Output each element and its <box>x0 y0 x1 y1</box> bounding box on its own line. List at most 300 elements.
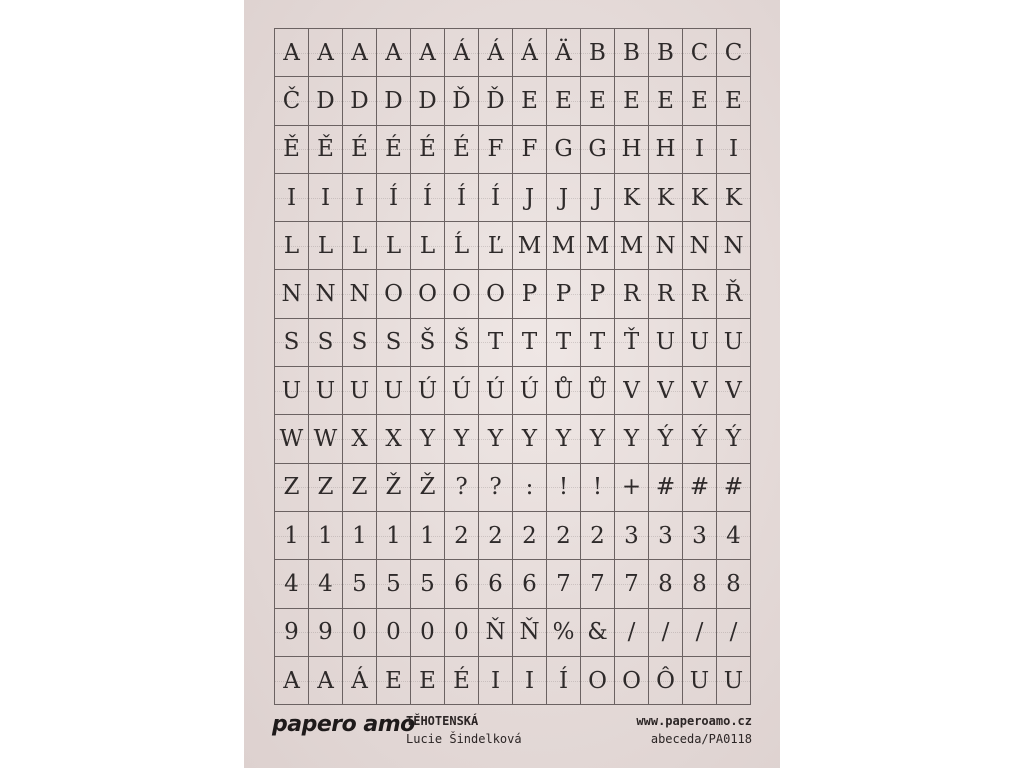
letter-cell <box>411 560 445 608</box>
letter-glyph: 7 <box>590 570 605 597</box>
letter-cell <box>615 222 649 270</box>
letter-cell <box>411 126 445 174</box>
letter-cell <box>377 609 411 657</box>
letter-glyph: D <box>418 87 437 114</box>
letter-cell <box>615 270 649 318</box>
letter-glyph: Ý <box>725 426 742 453</box>
website-url: www.paperoamo.cz <box>636 714 752 728</box>
letter-glyph: É <box>453 667 470 694</box>
letter-glyph: ! <box>592 474 603 501</box>
letter-cell <box>445 174 479 222</box>
letter-glyph: E <box>555 87 572 114</box>
letter-glyph: B <box>657 39 674 66</box>
letter-cell <box>343 464 377 512</box>
letter-glyph: I <box>320 184 331 211</box>
letter-glyph: O <box>622 667 641 694</box>
letter-glyph: Ĺ <box>453 232 470 259</box>
letter-cell <box>411 464 445 512</box>
letter-glyph: Ô <box>656 667 675 694</box>
letter-glyph: 9 <box>284 619 299 646</box>
letter-cell <box>309 657 343 705</box>
letter-cell <box>343 415 377 463</box>
letter-glyph: É <box>351 136 368 163</box>
letter-glyph: V <box>691 377 708 404</box>
letter-glyph: 8 <box>726 570 741 597</box>
letter-cell <box>547 367 581 415</box>
letter-glyph: B <box>589 39 606 66</box>
letter-glyph: W <box>279 426 304 453</box>
letter-glyph: ? <box>489 474 502 501</box>
letter-glyph: U <box>723 667 744 694</box>
letter-glyph: G <box>588 136 607 163</box>
letter-glyph: # <box>689 474 710 501</box>
letter-cell <box>343 367 377 415</box>
letter-cell <box>377 464 411 512</box>
letter-glyph: P <box>521 281 538 308</box>
letter-cell <box>445 319 479 367</box>
letter-glyph: U <box>689 667 710 694</box>
letter-glyph: Y <box>487 426 504 453</box>
letter-cell <box>445 415 479 463</box>
letter-cell <box>275 29 309 77</box>
letter-cell <box>479 126 513 174</box>
letter-glyph: G <box>554 136 573 163</box>
letter-cell <box>513 657 547 705</box>
letter-cell <box>615 367 649 415</box>
letter-glyph: 0 <box>352 619 367 646</box>
letter-cell <box>717 270 751 318</box>
letter-glyph: U <box>315 377 336 404</box>
letter-cell <box>377 29 411 77</box>
letter-glyph: S <box>283 329 300 356</box>
letter-glyph: 2 <box>556 522 571 549</box>
letter-cell <box>581 319 615 367</box>
letter-glyph: E <box>419 667 436 694</box>
letter-glyph: Z <box>283 474 300 501</box>
letter-cell <box>649 367 683 415</box>
letter-glyph: É <box>419 136 436 163</box>
letter-cell <box>683 77 717 125</box>
letter-cell <box>479 560 513 608</box>
letter-cell <box>615 415 649 463</box>
letter-cell <box>377 77 411 125</box>
letter-cell <box>649 609 683 657</box>
letter-cell <box>479 657 513 705</box>
letter-glyph: ? <box>455 474 468 501</box>
letter-glyph: S <box>351 329 368 356</box>
letter-glyph: E <box>589 87 606 114</box>
letter-cell <box>411 270 445 318</box>
letter-glyph: U <box>349 377 370 404</box>
letter-glyph: T <box>589 329 606 356</box>
letter-cell <box>717 319 751 367</box>
letter-glyph: I <box>694 136 705 163</box>
letter-glyph: 2 <box>488 522 503 549</box>
letter-cell <box>377 367 411 415</box>
letter-cell <box>649 29 683 77</box>
letter-cell <box>615 609 649 657</box>
letter-cell <box>513 270 547 318</box>
sheet-footer <box>272 712 752 752</box>
letter-glyph: 1 <box>386 522 401 549</box>
letter-glyph: 2 <box>454 522 469 549</box>
letter-glyph: U <box>281 377 302 404</box>
letter-glyph: Ř <box>724 281 743 308</box>
letter-glyph: 1 <box>318 522 333 549</box>
letter-glyph: Ú <box>485 377 506 404</box>
letter-cell <box>275 657 309 705</box>
letter-cell <box>411 174 445 222</box>
letter-cell <box>581 415 615 463</box>
letter-glyph: Ň <box>485 619 506 646</box>
letter-glyph: Ě <box>317 136 334 163</box>
letter-glyph: S <box>317 329 334 356</box>
letter-cell <box>309 174 343 222</box>
letter-glyph: + <box>621 474 642 501</box>
letter-glyph: Ě <box>283 136 300 163</box>
letter-cell <box>581 77 615 125</box>
letter-glyph: E <box>521 87 538 114</box>
letter-cell <box>581 512 615 560</box>
letter-cell <box>513 367 547 415</box>
letter-glyph: Á <box>487 39 504 66</box>
letter-cell <box>309 464 343 512</box>
letter-glyph: 0 <box>454 619 469 646</box>
letter-glyph: Ä <box>555 39 572 66</box>
letter-cell <box>547 512 581 560</box>
letter-glyph: U <box>689 329 710 356</box>
letter-cell <box>683 415 717 463</box>
letter-cell <box>479 222 513 270</box>
letter-glyph: X <box>351 426 368 453</box>
letter-glyph: / <box>695 619 704 646</box>
letter-glyph: O <box>588 667 607 694</box>
letter-cell <box>445 657 479 705</box>
letter-glyph: Í <box>422 184 433 211</box>
letter-cell <box>547 464 581 512</box>
letter-cell <box>581 560 615 608</box>
letter-cell <box>683 29 717 77</box>
letter-glyph: V <box>725 377 742 404</box>
letter-glyph: Í <box>456 184 467 211</box>
letter-cell <box>717 464 751 512</box>
letter-cell <box>547 222 581 270</box>
letter-glyph: I <box>354 184 365 211</box>
letter-cell <box>309 560 343 608</box>
letter-cell <box>411 512 445 560</box>
letter-cell <box>649 415 683 463</box>
letter-glyph: 9 <box>318 619 333 646</box>
letter-glyph: 2 <box>522 522 537 549</box>
letter-cell <box>649 464 683 512</box>
letter-glyph: 6 <box>454 570 469 597</box>
letter-cell <box>445 77 479 125</box>
letter-cell <box>717 367 751 415</box>
letter-cell <box>513 609 547 657</box>
letter-cell <box>581 609 615 657</box>
letter-cell <box>309 222 343 270</box>
letter-glyph: V <box>623 377 640 404</box>
letter-cell <box>615 464 649 512</box>
letter-cell <box>445 367 479 415</box>
letter-glyph: T <box>521 329 538 356</box>
letter-cell <box>479 512 513 560</box>
letter-glyph: Á <box>453 39 470 66</box>
letter-glyph: Í <box>490 184 501 211</box>
letter-cell <box>683 319 717 367</box>
letter-glyph: 3 <box>624 522 639 549</box>
letter-cell <box>479 464 513 512</box>
letter-cell <box>309 367 343 415</box>
letter-glyph: Č <box>282 87 301 114</box>
letter-glyph: M <box>551 232 576 259</box>
letter-glyph: H <box>655 136 676 163</box>
letter-cell <box>309 270 343 318</box>
letter-glyph: / <box>661 619 670 646</box>
letter-glyph: M <box>619 232 644 259</box>
letter-cell <box>275 609 309 657</box>
letter-cell <box>683 174 717 222</box>
letter-cell <box>581 29 615 77</box>
letter-glyph: I <box>286 184 297 211</box>
letter-glyph: % <box>552 619 575 646</box>
letter-glyph: / <box>627 619 636 646</box>
letter-glyph: L <box>419 232 436 259</box>
letter-cell <box>275 415 309 463</box>
letter-glyph: C <box>724 39 743 66</box>
letter-cell <box>717 560 751 608</box>
letter-glyph: T <box>487 329 504 356</box>
letter-glyph: O <box>486 281 505 308</box>
letter-glyph: F <box>521 136 538 163</box>
letter-glyph: Ť <box>623 329 640 356</box>
letter-glyph: 1 <box>420 522 435 549</box>
letter-glyph: I <box>728 136 739 163</box>
letter-glyph: F <box>487 136 504 163</box>
letter-glyph: # <box>723 474 744 501</box>
letter-cell <box>581 367 615 415</box>
letter-cell <box>479 270 513 318</box>
letter-glyph: Ú <box>451 377 472 404</box>
letter-glyph: 3 <box>692 522 707 549</box>
letter-cell <box>275 560 309 608</box>
letter-glyph: P <box>589 281 606 308</box>
letter-cell <box>411 29 445 77</box>
letter-glyph: Y <box>521 426 538 453</box>
letter-glyph: Ď <box>486 87 505 114</box>
letter-glyph: Š <box>419 329 436 356</box>
letter-cell <box>717 609 751 657</box>
letter-cell <box>343 657 377 705</box>
letter-cell <box>649 174 683 222</box>
letter-cell <box>615 126 649 174</box>
letter-cell <box>581 464 615 512</box>
letter-cell <box>445 270 479 318</box>
letter-cell <box>445 464 479 512</box>
letter-glyph: Z <box>351 474 368 501</box>
letter-cell <box>581 174 615 222</box>
letter-cell <box>513 319 547 367</box>
letter-glyph: R <box>690 281 709 308</box>
letter-glyph: D <box>316 87 335 114</box>
letter-glyph: Í <box>388 184 399 211</box>
letter-cell <box>275 512 309 560</box>
letter-glyph: 2 <box>590 522 605 549</box>
letter-cell <box>343 126 377 174</box>
letter-cell <box>513 29 547 77</box>
letter-cell <box>717 222 751 270</box>
letter-glyph: K <box>656 184 675 211</box>
letter-cell <box>377 319 411 367</box>
letter-cell <box>275 126 309 174</box>
letter-glyph: Z <box>317 474 334 501</box>
letter-cell <box>343 560 377 608</box>
letter-glyph: 4 <box>726 522 741 549</box>
letter-glyph: 4 <box>318 570 333 597</box>
letter-glyph: 0 <box>386 619 401 646</box>
letter-glyph: Ý <box>691 426 708 453</box>
letter-cell <box>513 77 547 125</box>
letter-glyph: 5 <box>352 570 367 597</box>
letter-glyph: A <box>385 39 402 66</box>
letter-cell <box>581 657 615 705</box>
letter-cell <box>309 609 343 657</box>
letter-glyph: ! <box>558 474 569 501</box>
letter-glyph: 7 <box>624 570 639 597</box>
letter-cell <box>615 657 649 705</box>
letter-glyph: Ľ <box>487 232 504 259</box>
letter-glyph: Ý <box>657 426 674 453</box>
sheet-author: Lucie Šindelková <box>406 732 522 746</box>
letter-cell <box>717 657 751 705</box>
letter-cell <box>513 512 547 560</box>
letter-cell <box>513 560 547 608</box>
letter-glyph: Ž <box>385 474 402 501</box>
letter-grid <box>274 28 751 705</box>
letter-cell <box>649 657 683 705</box>
letter-glyph: C <box>690 39 709 66</box>
letter-glyph: M <box>585 232 610 259</box>
letter-cell <box>479 29 513 77</box>
letter-cell <box>411 657 445 705</box>
letter-glyph: L <box>385 232 402 259</box>
letter-cell <box>683 222 717 270</box>
letter-cell <box>479 415 513 463</box>
letter-cell <box>445 222 479 270</box>
letter-cell <box>581 270 615 318</box>
letter-cell <box>615 174 649 222</box>
letter-glyph: Á <box>521 39 538 66</box>
letter-cell <box>683 657 717 705</box>
letter-glyph: A <box>317 667 334 694</box>
letter-cell <box>649 560 683 608</box>
letter-glyph: W <box>313 426 338 453</box>
letter-cell <box>615 319 649 367</box>
letter-cell <box>377 657 411 705</box>
sheet-title: TĚHOTENSKÁ <box>406 714 479 728</box>
stamp-sheet <box>244 0 780 768</box>
letter-glyph: M <box>517 232 542 259</box>
letter-glyph: J <box>524 184 535 211</box>
letter-glyph: 8 <box>658 570 673 597</box>
letter-cell <box>615 29 649 77</box>
letter-glyph: Ú <box>417 377 438 404</box>
letter-cell <box>717 512 751 560</box>
letter-glyph: Š <box>453 329 470 356</box>
letter-cell <box>547 609 581 657</box>
letter-cell <box>343 512 377 560</box>
letter-cell <box>343 222 377 270</box>
letter-glyph: L <box>317 232 334 259</box>
letter-cell <box>343 174 377 222</box>
letter-cell <box>445 609 479 657</box>
letter-cell <box>445 126 479 174</box>
letter-cell <box>479 319 513 367</box>
letter-cell <box>275 367 309 415</box>
letter-cell <box>547 77 581 125</box>
letter-glyph: 4 <box>284 570 299 597</box>
letter-glyph: I <box>490 667 501 694</box>
letter-cell <box>445 560 479 608</box>
letter-glyph: P <box>555 281 572 308</box>
letter-cell <box>717 77 751 125</box>
letter-cell <box>377 415 411 463</box>
letter-cell <box>479 609 513 657</box>
letter-cell <box>547 174 581 222</box>
letter-glyph: E <box>623 87 640 114</box>
letter-cell <box>649 319 683 367</box>
letter-cell <box>717 174 751 222</box>
brand-logo: papero amo <box>272 712 415 737</box>
letter-cell <box>275 319 309 367</box>
letter-cell <box>513 126 547 174</box>
letter-cell <box>649 512 683 560</box>
letter-cell <box>411 77 445 125</box>
letter-glyph: O <box>384 281 403 308</box>
letter-glyph: Á <box>351 667 368 694</box>
letter-glyph: 1 <box>352 522 367 549</box>
letter-glyph: Ů <box>587 377 608 404</box>
letter-cell <box>717 415 751 463</box>
letter-glyph: H <box>621 136 642 163</box>
letter-cell <box>411 319 445 367</box>
letter-cell <box>309 29 343 77</box>
letter-glyph: D <box>384 87 403 114</box>
letter-glyph: A <box>317 39 334 66</box>
letter-cell <box>343 29 377 77</box>
letter-glyph: É <box>453 136 470 163</box>
letter-cell <box>377 222 411 270</box>
letter-cell <box>513 464 547 512</box>
letter-glyph: N <box>315 281 336 308</box>
letter-glyph: U <box>383 377 404 404</box>
letter-cell <box>649 126 683 174</box>
letter-cell <box>343 319 377 367</box>
letter-glyph: 1 <box>284 522 299 549</box>
letter-cell <box>377 174 411 222</box>
letter-cell <box>377 560 411 608</box>
letter-glyph: N <box>281 281 302 308</box>
letter-glyph: & <box>587 619 608 646</box>
letter-glyph: A <box>283 667 300 694</box>
letter-glyph: Y <box>555 426 572 453</box>
letter-glyph: 0 <box>420 619 435 646</box>
letter-cell <box>343 609 377 657</box>
letter-cell <box>275 270 309 318</box>
letter-cell <box>275 464 309 512</box>
letter-cell <box>309 512 343 560</box>
letter-cell <box>411 222 445 270</box>
